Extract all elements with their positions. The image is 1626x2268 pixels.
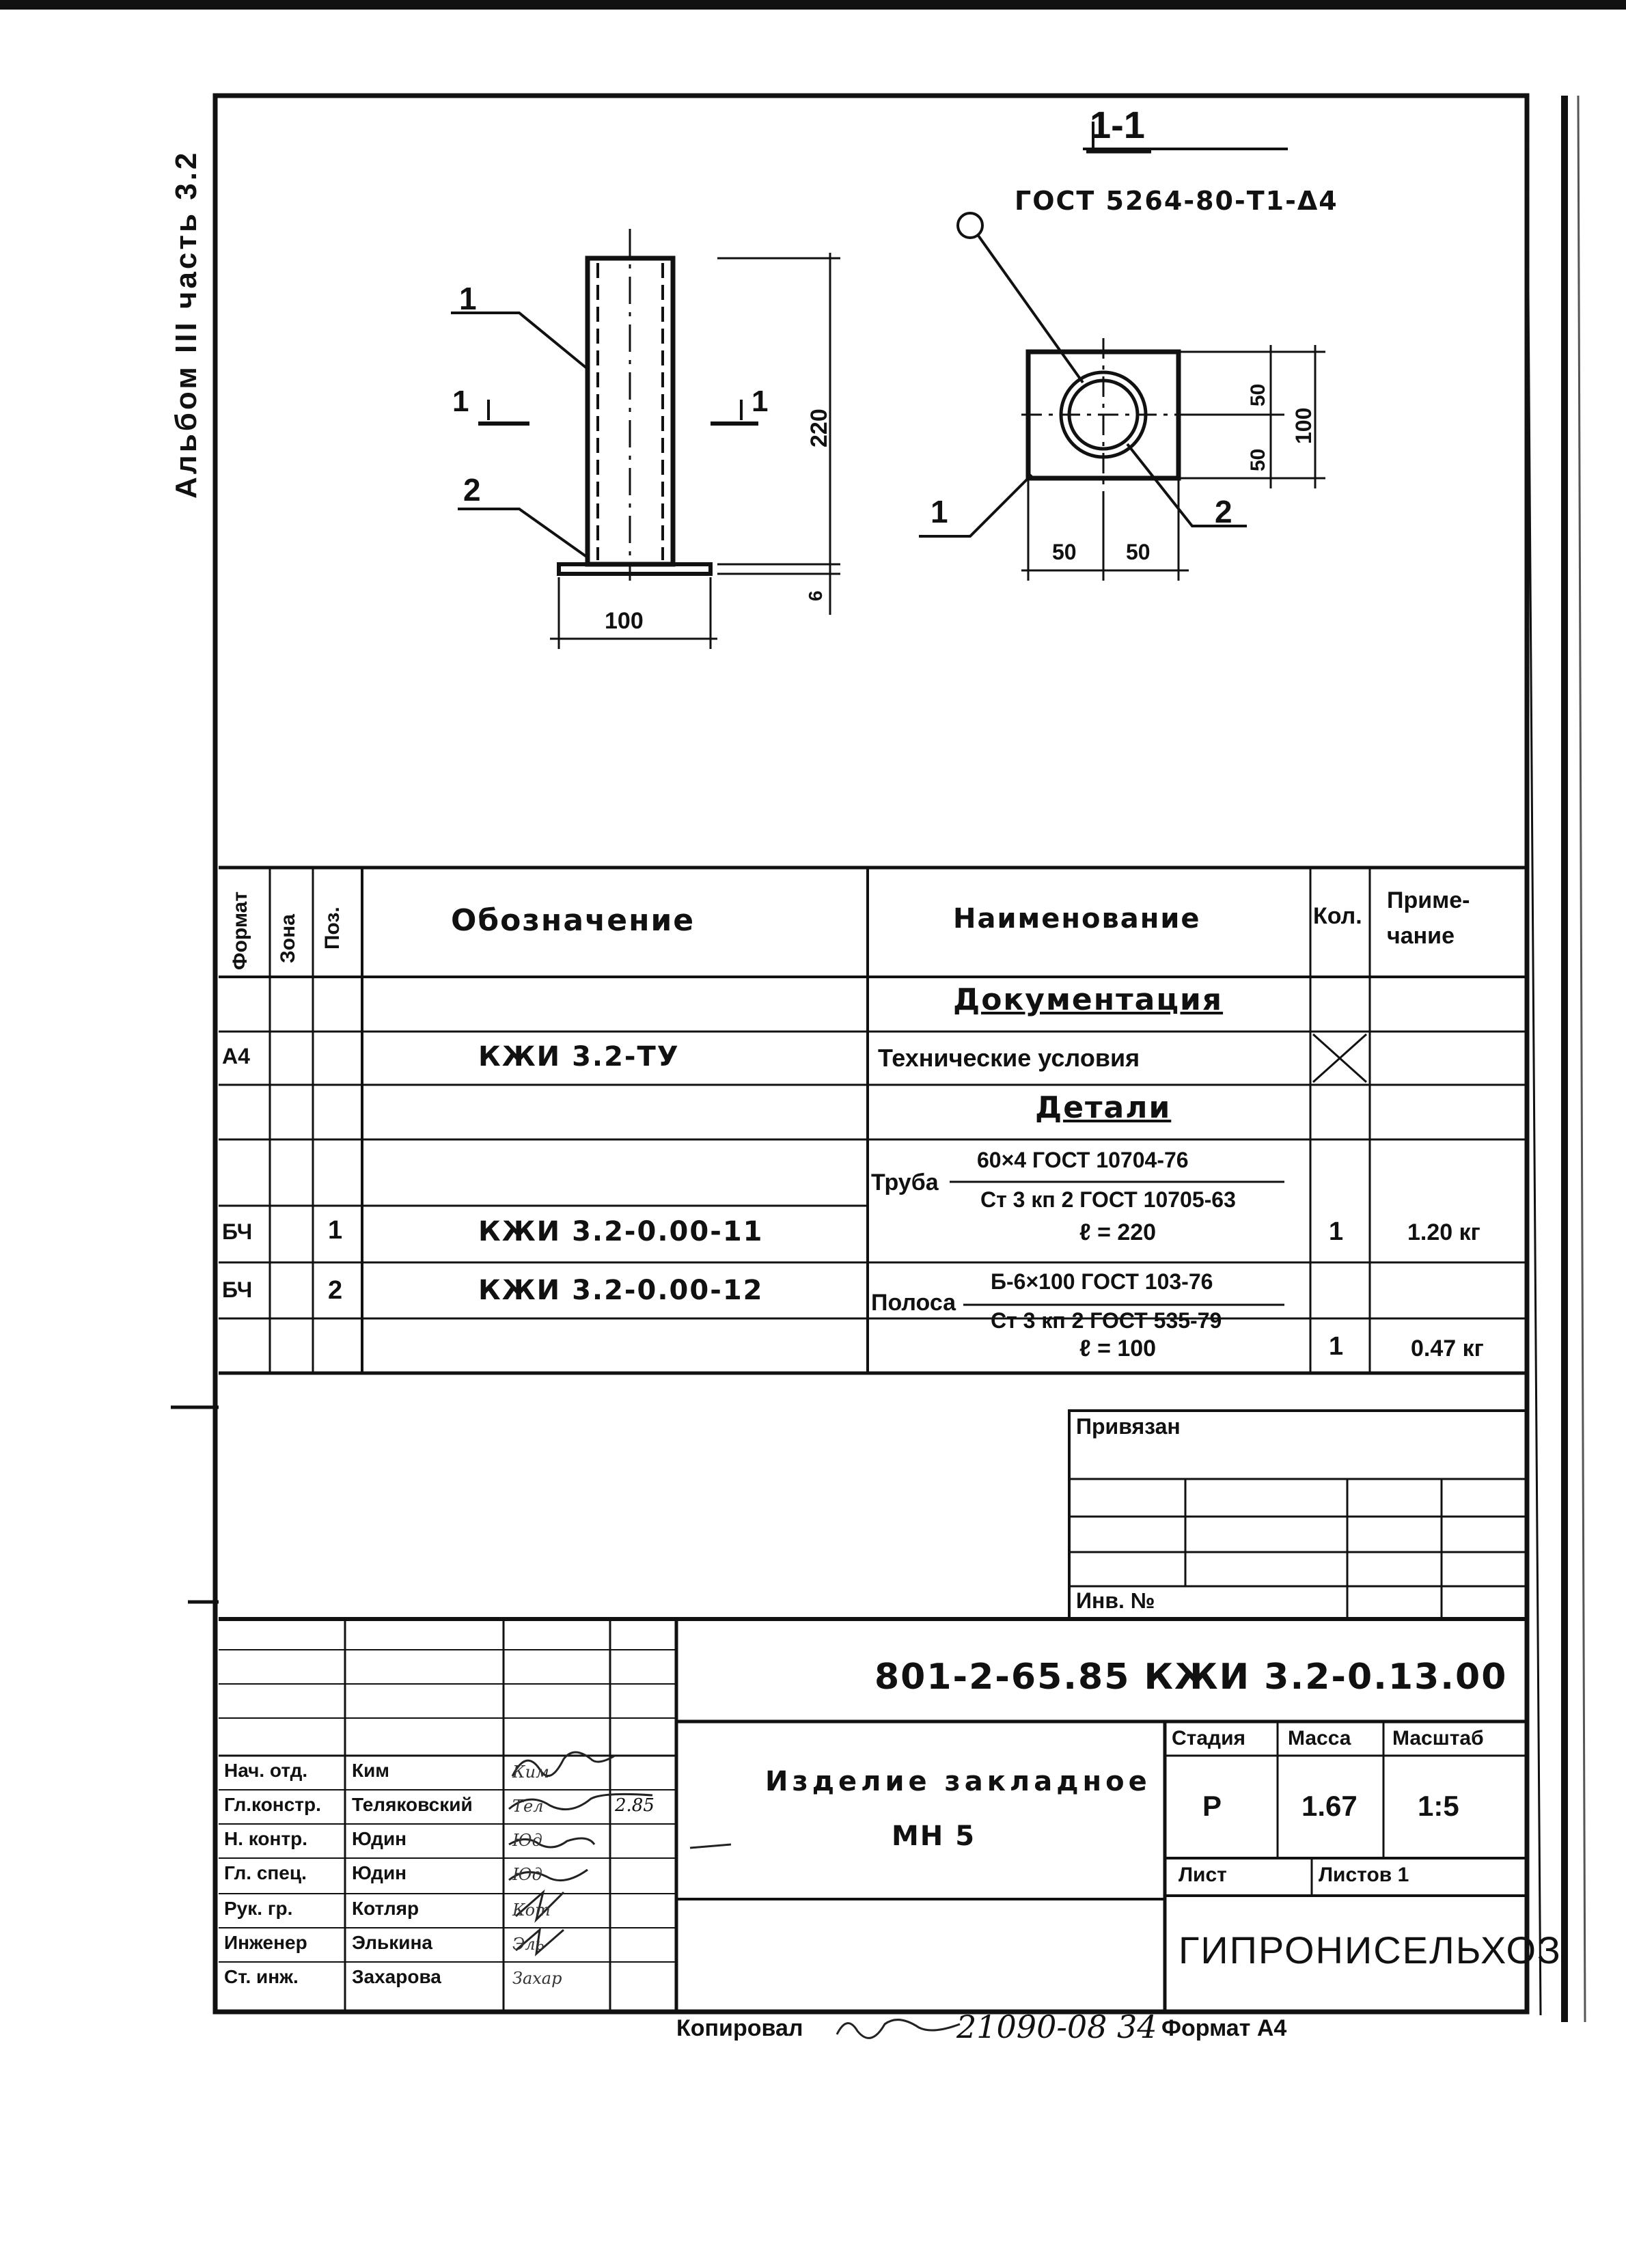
mass-label: Масса <box>1288 1727 1351 1750</box>
pos2-label-plan: 2 <box>1215 494 1232 529</box>
hdr-pos: Поз. <box>321 907 344 950</box>
document-code: 801-2-65.85 КЖИ 3.2-0.13.00 <box>874 1657 1508 1698</box>
pipe-length: ℓ = 220 <box>1079 1219 1157 1245</box>
doc-row-name: Технические условия <box>878 1044 1140 1072</box>
signature-mark: Тел <box>512 1797 544 1816</box>
signature-mark: Ким <box>512 1762 549 1782</box>
strip-note: 0.47 кг <box>1411 1336 1484 1361</box>
dim-50-bottom-left: 50 <box>1052 540 1077 564</box>
signature-role: Гл.констр. <box>224 1794 321 1815</box>
signature-mark: Захар <box>512 1969 562 1988</box>
dim-width-label: 100 <box>605 608 644 634</box>
binding-title: Привязан <box>1076 1414 1181 1439</box>
strip-spec-bottom: Ст 3 кп 2 ГОСТ 535-79 <box>991 1308 1222 1333</box>
dim-50-bottom-right: 50 <box>1126 540 1150 564</box>
signature-name: Элькина <box>352 1932 432 1953</box>
sheet-label: Лист <box>1179 1864 1227 1886</box>
dim-50-right-bottom: 50 <box>1247 448 1269 471</box>
dim-height-label: 220 <box>806 409 832 447</box>
signature-mark: Кот <box>512 1900 551 1920</box>
signature-mark: Юд <box>512 1831 542 1850</box>
section-documentation: Документация <box>953 982 1224 1017</box>
signature-role: Н. контр. <box>224 1828 308 1849</box>
signature-role: Рук. гр. <box>224 1898 293 1919</box>
pos1-label-plan: 1 <box>931 494 948 529</box>
stage-label: Стадия <box>1172 1727 1246 1750</box>
album-side-label: Альбом III часть 3.2 <box>169 150 203 499</box>
hdr-zone: Зона <box>277 914 299 963</box>
binding-inv: Инв. № <box>1076 1588 1155 1613</box>
mass-value: 1.67 <box>1301 1790 1358 1822</box>
hdr-format: Формат <box>229 891 251 970</box>
strip-pos: 2 <box>328 1276 343 1305</box>
hdr-qty: Кол. <box>1313 903 1362 929</box>
item-mark: МН 5 <box>892 1821 976 1852</box>
item-title: Изделие закладное <box>765 1766 1151 1797</box>
hdr-note: Приме- чание <box>1387 887 1470 949</box>
scale-value: 1:5 <box>1418 1790 1459 1822</box>
footer-copy-label: Копировал <box>676 2015 803 2041</box>
footer-format: Формат А4 <box>1161 2015 1287 2041</box>
section-details: Детали <box>1035 1090 1172 1125</box>
pipe-designation: КЖИ 3.2-0.00-11 <box>478 1216 764 1247</box>
footer-number: 21090-08 34 <box>956 2008 1157 2045</box>
date-mark: 2.85 <box>615 1795 654 1816</box>
elevation-view <box>451 229 840 649</box>
strip-qty: 1 <box>1329 1332 1344 1361</box>
section-mark-right: 1 <box>752 385 769 418</box>
pipe-pos: 1 <box>328 1216 343 1245</box>
strip-spec-top: Б-6×100 ГОСТ 103-76 <box>991 1269 1213 1294</box>
doc-row-format: А4 <box>222 1044 250 1068</box>
dim-100-right: 100 <box>1291 407 1316 444</box>
signature-name: Ким <box>352 1760 390 1781</box>
signature-name: Юдин <box>352 1828 407 1849</box>
pos2-label-elevation: 2 <box>463 472 481 508</box>
section-mark-left: 1 <box>452 385 469 418</box>
scale-label: Масштаб <box>1392 1727 1484 1750</box>
dim-50-right-top: 50 <box>1247 383 1269 406</box>
hdr-designation: Обозначение <box>451 903 695 938</box>
dim-plate-label: 6 <box>805 590 826 601</box>
sheets-label: Листов 1 <box>1319 1864 1409 1886</box>
signature-strokes <box>509 1752 731 1954</box>
pos1-label-elevation: 1 <box>459 281 477 316</box>
pipe-spec-bottom: Ст 3 кп 2 ГОСТ 10705-63 <box>980 1187 1236 1212</box>
strip-label: Полоса <box>871 1290 956 1316</box>
hdr-name: Наименование <box>953 903 1201 935</box>
pipe-format: БЧ <box>222 1219 253 1244</box>
signature-role: Инженер <box>224 1932 307 1953</box>
signature-mark: Юд <box>512 1865 542 1884</box>
organization-name: ГИПРОНИСЕЛЬХОЗ <box>1179 1928 1562 1972</box>
strip-designation: КЖИ 3.2-0.00-12 <box>478 1275 764 1306</box>
signature-name: Юдин <box>352 1862 407 1883</box>
signature-mark: Эль <box>512 1935 545 1954</box>
doc-row-designation: КЖИ 3.2-ТУ <box>478 1041 680 1073</box>
strip-format: БЧ <box>222 1277 253 1302</box>
signature-role: Гл. спец. <box>224 1862 307 1883</box>
strip-length: ℓ = 100 <box>1079 1336 1157 1361</box>
stage-value: Р <box>1202 1790 1222 1822</box>
pipe-qty: 1 <box>1329 1217 1344 1246</box>
signature-name: Теляковский <box>352 1794 473 1815</box>
section-title: 1-1 <box>1090 103 1145 146</box>
signature-name: Захарова <box>352 1966 441 1987</box>
weld-note: ГОСТ 5264-80-Т1-Δ4 <box>1015 186 1338 216</box>
pipe-note: 1.20 кг <box>1407 1219 1480 1245</box>
signature-role: Ст. инж. <box>224 1966 299 1987</box>
signature-name: Котляр <box>352 1898 419 1919</box>
pipe-label: Труба <box>871 1170 939 1195</box>
pipe-spec-top: 60×4 ГОСТ 10704-76 <box>977 1148 1189 1172</box>
footer-marks <box>837 2020 960 2038</box>
signature-role: Нач. отд. <box>224 1760 308 1781</box>
